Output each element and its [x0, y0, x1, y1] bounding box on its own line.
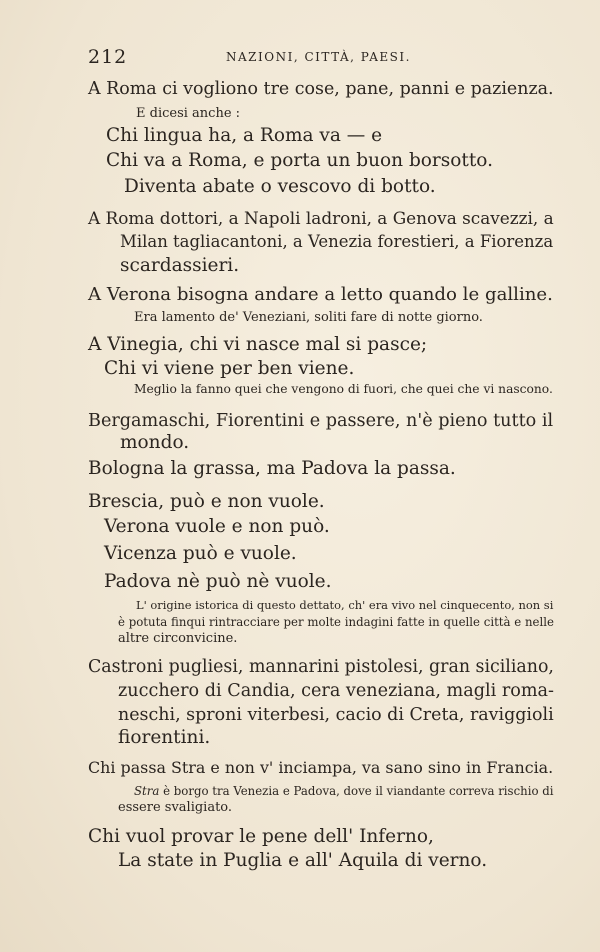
running-head: NAZIONI, CITTÀ, PAESI. — [226, 50, 411, 64]
proverb-line: Milan tagliacantoni, a Venezia forestieri, a Fiorenza — [120, 232, 554, 251]
proverb-line: Chi vi viene per ben viene. — [104, 358, 355, 379]
proverb-line: Bologna la grassa, ma Padova la passa. — [88, 458, 456, 479]
page-header — [88, 46, 528, 70]
note-line — [134, 783, 554, 799]
proverb-line: neschi, sproni viterbesi, cacio di Creta, raviggioli — [118, 705, 554, 725]
proverb-line: scardassieri. — [120, 255, 240, 276]
note-line: E dicesi anche : — [136, 106, 241, 121]
proverb-line: fiorentini. — [118, 727, 211, 748]
proverb-line: Padova nè può nè vuole. — [104, 571, 332, 592]
proverb-line: Chi lingua ha, a Roma va — e — [106, 125, 383, 146]
note-line: altre circonvicine. — [118, 631, 238, 646]
proverb-line: Verona vuole e non può. — [104, 516, 330, 537]
proverb-line: A Roma ci vogliono tre cose, pane, panni e pazienza. — [88, 79, 554, 99]
proverb-line: Chi passa Stra e non v' inciampa, va sano sino in Francia. — [88, 758, 554, 777]
note-line: L' origine istorica di questo dettato, ch' era vivo nel cinquecento, non si — [136, 598, 554, 612]
proverb-line: La state in Puglia e all' Aquila di verno. — [118, 850, 488, 871]
proverb-line: A Roma dottori, a Napoli ladroni, a Genova scavezzi, a — [88, 208, 554, 228]
note-italic-word: Stra — [134, 784, 160, 798]
proverb-line: Diventa abate o vescovo di botto. — [124, 176, 436, 197]
note-line: essere svaligiato. — [118, 800, 233, 815]
proverb-line: Brescia, può e non vuole. — [88, 491, 325, 512]
proverb-line: A Vinegia, chi vi nasce mal si pasce; — [88, 334, 428, 355]
proverb-line: Chi va a Roma, e porta un buon borsotto. — [106, 150, 493, 171]
note-line: Meglio la fanno quei che vengono di fuori, che quei che vi nascono. — [134, 382, 553, 396]
proverb-line: mondo. — [120, 432, 190, 453]
proverb-line: A Verona bisogna andare a letto quando le galline. — [88, 284, 553, 305]
proverb-line: Vicenza può e vuole. — [104, 543, 297, 564]
proverb-line: Castroni pugliesi, mannarini pistolesi, gran siciliano, — [88, 657, 554, 677]
proverb-line: Bergamaschi, Fiorentini e passere, n'è pieno tutto il — [88, 411, 554, 431]
note-text: è borgo tra Venezia e Padova, dove il viandante correva rischio di — [163, 784, 554, 798]
page-number: 212 — [88, 46, 128, 68]
note-line: Era lamento de' Veneziani, soliti fare di notte giorno. — [134, 310, 483, 325]
proverb-line: zucchero di Candia, cera veneziana, magli roma- — [118, 681, 555, 701]
note-line: è potuta finqui rintracciare per molte indagini fatte in quelle città e nelle — [118, 615, 554, 629]
proverb-line: Chi vuol provar le pene dell' Inferno, — [88, 826, 434, 847]
